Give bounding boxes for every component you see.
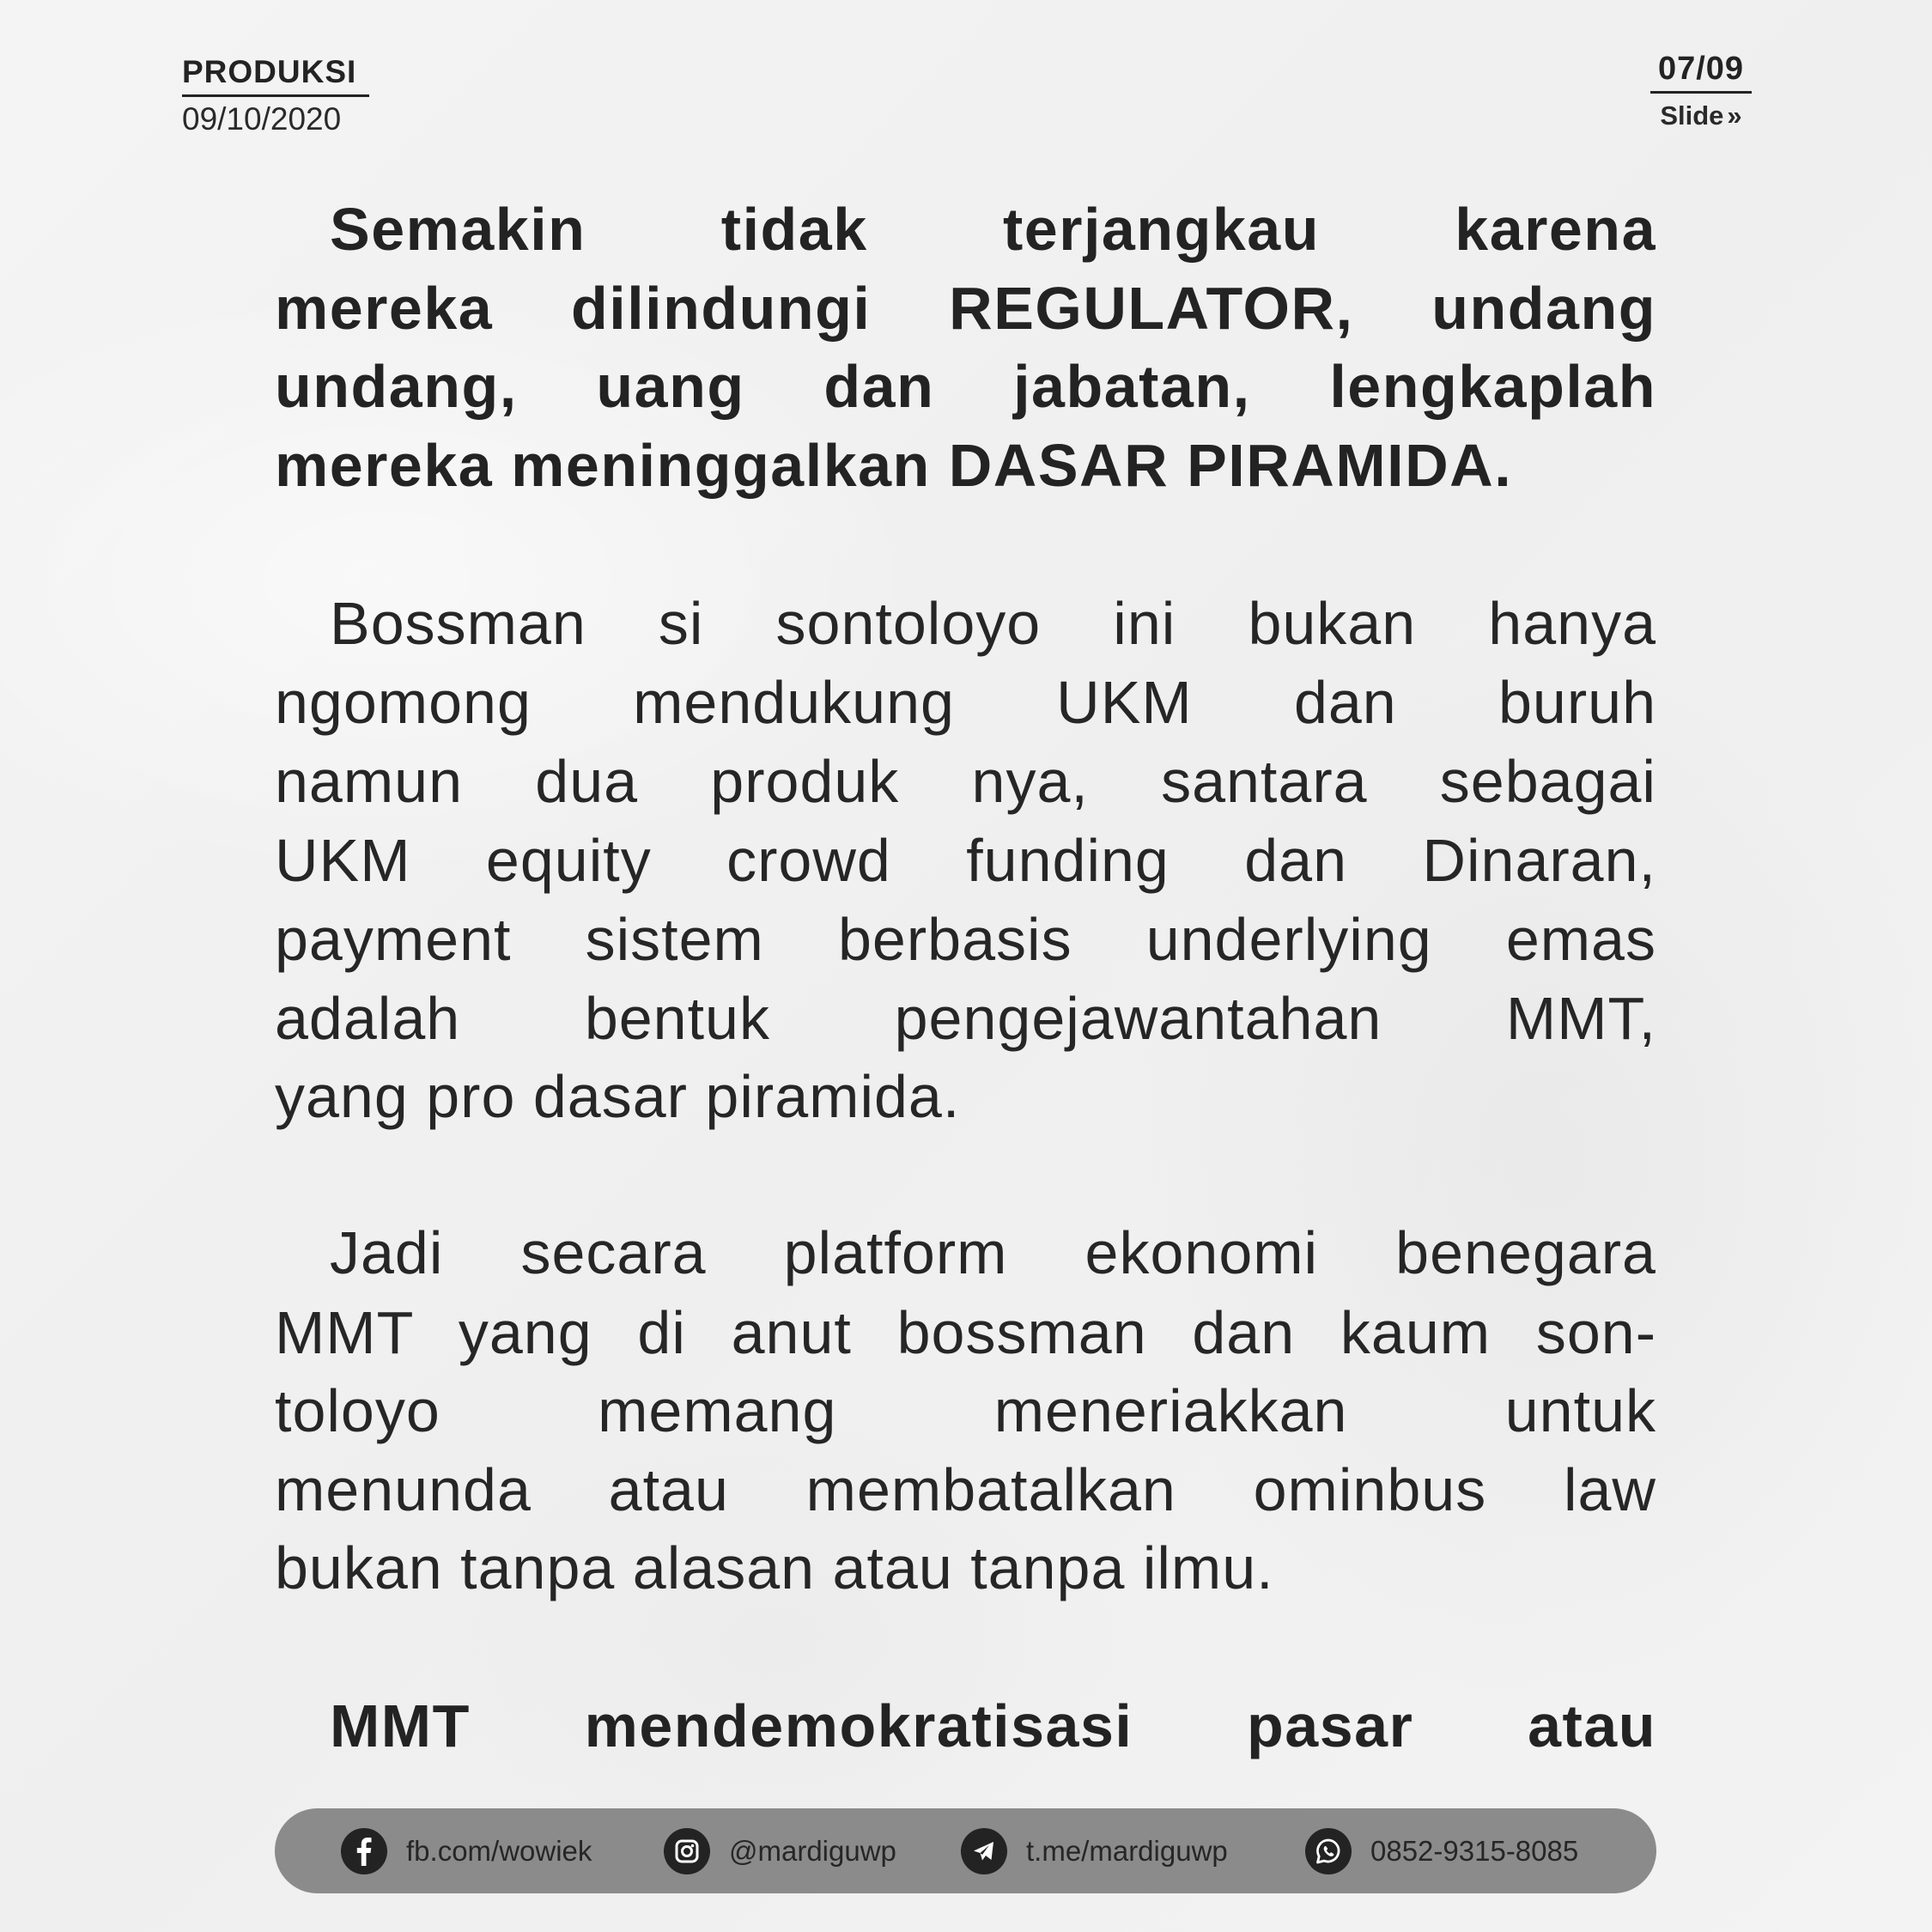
text-line: Semakin tidak terjangkau karena <box>330 196 1656 263</box>
facebook-icon <box>341 1828 387 1874</box>
text-line: Bossman si sontoloyo ini bukan hanya <box>330 590 1656 657</box>
text-line: namun dua produk nya, santara sebagai <box>275 748 1656 815</box>
contact-label: fb.com/wowiek <box>406 1834 592 1867</box>
next-slide-hint[interactable] <box>1650 99 1752 133</box>
contact-facebook[interactable] <box>341 1808 592 1893</box>
page-indicator: 07/09 <box>1657 51 1745 87</box>
instagram-icon <box>664 1828 710 1874</box>
contact-bar <box>275 1808 1656 1893</box>
category-label: PRODUKSI <box>182 54 357 89</box>
post-date: 09/10/2020 <box>182 101 342 137</box>
text-line: Jadi secara platform ekonomi benegara <box>330 1219 1656 1286</box>
telegram-icon <box>961 1828 1007 1874</box>
text-line: yang pro dasar piramida. <box>275 1063 961 1130</box>
text-line: menunda atau membatalkan ominbus law <box>275 1456 1656 1523</box>
double-chevron-right-icon: » <box>1727 100 1742 131</box>
contact-telegram[interactable] <box>961 1808 1228 1893</box>
header-divider-right <box>1650 91 1752 94</box>
contact-label: 0852-9315-8085 <box>1370 1834 1579 1867</box>
next-slide-label: Slide <box>1660 100 1724 131</box>
text-line: mereka dilindungi REGULATOR, undang <box>275 275 1656 342</box>
text-line: ngomong mendukung UKM dan buruh <box>275 669 1656 736</box>
contact-whatsapp[interactable] <box>1305 1808 1578 1893</box>
text-line: adalah bentuk pengejawantahan MMT, <box>275 985 1656 1052</box>
whatsapp-icon <box>1305 1828 1352 1874</box>
contact-label: @mardiguwp <box>729 1834 896 1867</box>
text-line: mereka meninggalkan DASAR PIRAMIDA. <box>275 432 1513 499</box>
text-line: toloyo memang meneriakkan untuk <box>275 1377 1656 1444</box>
contact-instagram[interactable] <box>664 1808 896 1893</box>
text-line: MMT mendemokratisasi pasar atau <box>330 1692 1656 1759</box>
header-divider <box>182 94 369 97</box>
text-line: payment sistem berbasis underlying emas <box>275 906 1656 973</box>
slide-indicator <box>1650 52 1752 133</box>
category-header <box>182 55 369 137</box>
text-line: UKM equity crowd funding dan Dinaran, <box>275 827 1656 894</box>
text-line: bukan tanpa alasan atau tanpa ilmu. <box>275 1534 1274 1601</box>
contact-label: t.me/mardiguwp <box>1026 1834 1228 1867</box>
text-line: MMT yang di anut bossman dan kaum son- <box>275 1299 1656 1366</box>
text-line: undang, uang dan jabatan, lengkaplah <box>275 353 1656 420</box>
